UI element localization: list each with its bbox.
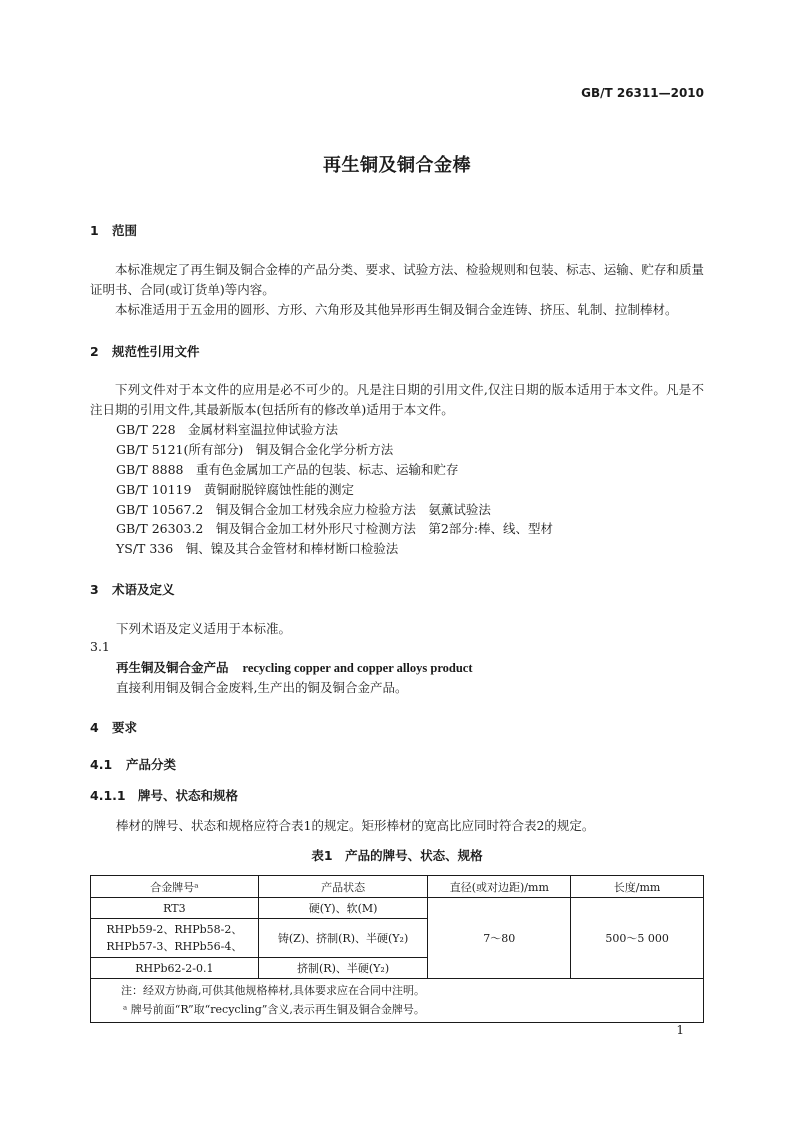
section-number: 3 — [90, 582, 99, 597]
reference-item: GB/T 5121(所有部分) 铜及铜合金化学分析方法 — [116, 442, 394, 457]
reference-item: GB/T 10567.2 铜及铜合金加工材残余应力检验方法 氨薰试验法 — [116, 502, 491, 517]
section-title: 术语及定义 — [112, 582, 175, 597]
section-number: 4.1 — [90, 757, 113, 772]
references-intro: 下列文件对于本文件的应用是必不可少的。凡是注日期的引用文件,仅注日期的版本适用于本文件。凡是不注日期的引用文件,其最新版本(包括所有的修改单)适用于本文件。 — [90, 382, 704, 417]
section-title: 要求 — [112, 720, 138, 735]
scope-paragraph-2: 本标准适用于五金用的圆形、方形、六角形及其他异形再生铜及铜合金连铸、挤压、轧制、拉制棒材。 — [115, 302, 678, 317]
grade-cell — [91, 919, 259, 958]
reference-item: GB/T 8888 重有色金属加工产品的包装、标志、运输和贮存 — [116, 462, 459, 477]
table-notes — [91, 979, 704, 1023]
table-note-row — [91, 979, 704, 1023]
table-footnote: ᵃ 牌号前面“R”取“recycling”含义,表示再生铜及铜合金牌号。 — [123, 1003, 425, 1016]
reference-item: YS/T 336 铜、镍及其合金管材和棒材断口检验法 — [116, 541, 399, 556]
column-header: 合金牌号ᵃ — [91, 876, 259, 898]
grade-cell: RT3 — [91, 898, 259, 919]
term-entry — [116, 658, 473, 676]
term-chinese: 再生铜及铜合金产品 — [116, 660, 229, 675]
length-cell: 500～5 000 — [571, 898, 704, 979]
section-3-heading — [90, 580, 175, 598]
document-title: 再生铜及铜合金棒 — [323, 155, 471, 176]
standard-code: GB/T 26311—2010 — [581, 86, 704, 100]
product-spec-table — [90, 875, 704, 1023]
table-header-row — [91, 876, 704, 898]
reference-item: GB/T 10119 黄铜耐脱锌腐蚀性能的测定 — [116, 482, 354, 497]
column-header: 长度/mm — [571, 876, 704, 898]
column-header: 直径(或对边距)/mm — [428, 876, 571, 898]
reference-item: GB/T 26303.2 铜及铜合金加工材外形尺寸检测方法 第2部分:棒、线、型材 — [116, 521, 554, 536]
section-title: 牌号、状态和规格 — [138, 788, 239, 803]
table-note: 注：经双方协商,可供其他规格棒材,具体要求应在合同中注明。 — [121, 984, 425, 997]
section-number: 4 — [90, 720, 99, 735]
state-cell: 铸(Z)、挤制(R)、半硬(Y₂) — [258, 919, 428, 958]
grade-line: RHPb57-3、RHPb56-4、 — [106, 940, 243, 953]
section-title: 产品分类 — [126, 757, 177, 772]
diameter-cell: 7～80 — [428, 898, 571, 979]
table-row — [91, 898, 704, 919]
section-4-heading — [90, 718, 137, 736]
section-number: 1 — [90, 223, 99, 238]
grades-paragraph: 棒材的牌号、状态和规格应符合表1的规定。矩形棒材的宽高比应同时符合表2的规定。 — [116, 818, 595, 833]
section-number: 2 — [90, 344, 99, 359]
state-cell: 挤制(R)、半硬(Y₂) — [258, 958, 428, 979]
scope-paragraph-1: 本标准规定了再生铜及铜合金棒的产品分类、要求、试验方法、检验规则和包装、标志、运输、贮存和质量证明书、合同(或订货单)等内容。 — [90, 262, 704, 297]
section-number: 4.1.1 — [90, 788, 126, 803]
state-cell: 硬(Y)、软(M) — [258, 898, 428, 919]
section-1-heading — [90, 221, 137, 239]
page-number: 1 — [676, 1023, 684, 1037]
terms-intro: 下列术语及定义适用于本标准。 — [116, 621, 292, 636]
clause-number: 3.1 — [90, 639, 110, 654]
column-header: 产品状态 — [258, 876, 428, 898]
term-definition: 直接利用铜及铜合金废料,生产出的铜及铜合金产品。 — [116, 680, 408, 695]
table-caption: 表1 产品的牌号、状态、规格 — [311, 848, 483, 863]
section-title: 规范性引用文件 — [112, 344, 200, 359]
grade-line: RHPb59-2、RHPb58-2、 — [106, 923, 243, 936]
term-english: recycling copper and copper alloys product — [242, 661, 473, 675]
section-title: 范围 — [112, 223, 138, 238]
subsection-4-1-1-heading — [90, 786, 238, 804]
grade-cell: RHPb62-2-0.1 — [91, 958, 259, 979]
reference-item: GB/T 228 金属材料室温拉伸试验方法 — [116, 422, 339, 437]
subsection-4-1-heading — [90, 755, 176, 773]
section-2-heading — [90, 342, 200, 360]
